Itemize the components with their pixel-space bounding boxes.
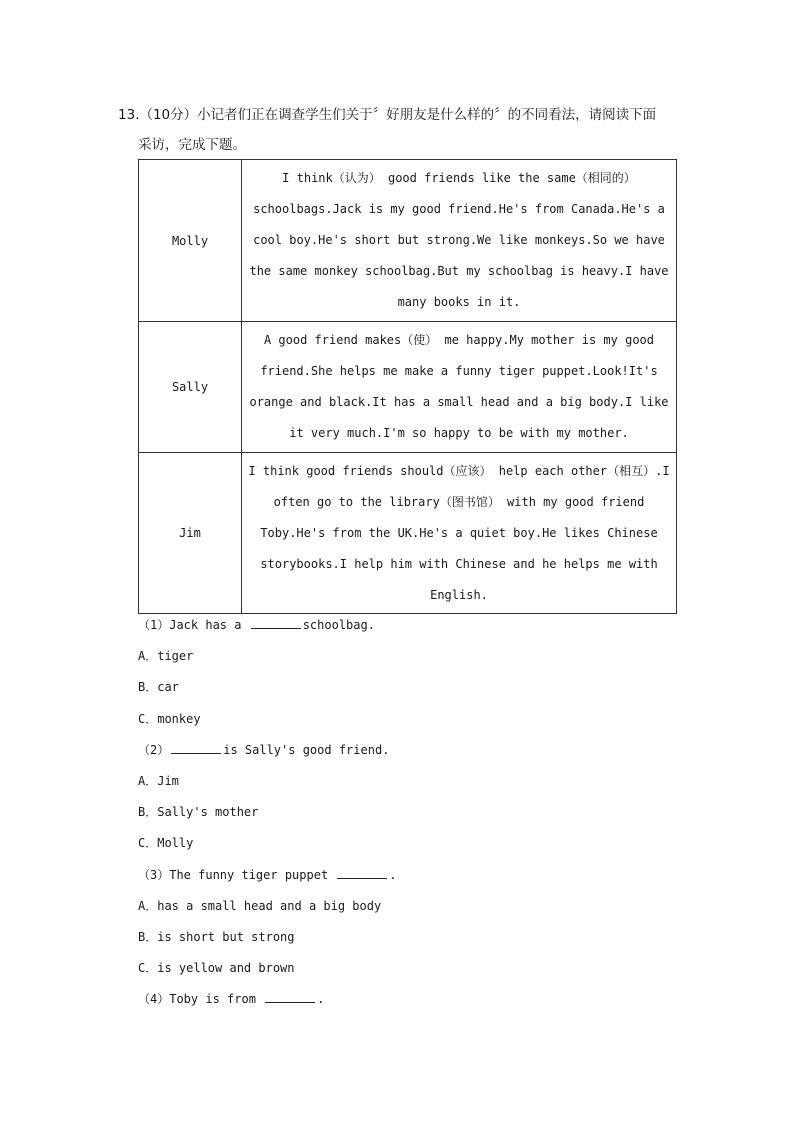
question-text: （2） <box>138 742 170 757</box>
answer-blank[interactable] <box>337 866 387 879</box>
question-text: （4）Toby is from <box>138 992 264 1007</box>
answer-blank[interactable] <box>265 990 315 1003</box>
option-c[interactable]: C．is yellow and brown <box>138 961 295 976</box>
option-b[interactable]: B．Sally's mother <box>138 805 259 820</box>
option-b[interactable]: B．is short but strong <box>138 929 295 944</box>
question-text-suffix: is Sally's good friend. <box>223 742 390 757</box>
answer-blank[interactable] <box>171 741 221 754</box>
student-name: Molly <box>139 160 242 322</box>
table-row <box>139 322 677 453</box>
sub-question-1 <box>138 610 698 641</box>
question-text: （1）Jack has a <box>138 618 249 632</box>
answer-blank[interactable] <box>251 616 301 629</box>
question-header-line1: 13.（10分）小记者们正在调查学生们关于〞好朋友是什么样的〞的不同看法，请阅读下面 <box>118 107 657 123</box>
question-text-suffix: schoolbag. <box>302 618 375 632</box>
interview-table <box>138 159 677 614</box>
option-b[interactable]: B．car <box>138 680 179 695</box>
question-header-line2: 采访，完成下题。 <box>138 137 246 153</box>
sub-questions <box>138 610 698 1015</box>
question-text-suffix: . <box>317 992 325 1007</box>
sub-question-3 <box>138 860 698 891</box>
option-a[interactable]: A．tiger <box>138 649 194 664</box>
table-row <box>139 453 677 614</box>
student-answer: A good friend makes（使） me happy.My mother is my good friend.She helps me make a funny tiger puppet.Look!It's orange and black.It has a small head and a big body.I like it very much.I'm so happy to be with my mother. <box>242 322 677 453</box>
sub-question-4 <box>138 984 698 1015</box>
student-name: Sally <box>139 322 242 453</box>
sub-question-2 <box>138 735 698 766</box>
option-a[interactable]: A．has a small head and a big body <box>138 898 382 913</box>
student-name: Jim <box>139 453 242 614</box>
table-row <box>139 160 677 322</box>
question-header <box>118 100 678 160</box>
student-answer: I think good friends should（应该） help each other（相互）.I often go to the library（图书馆） with my good friend Toby.He's from the UK.He's a quiet boy.He likes Chinese storybooks.I help him with Chinese and he helps me with English. <box>242 453 677 614</box>
option-c[interactable]: C．monkey <box>138 711 201 726</box>
option-c[interactable]: C．Molly <box>138 836 194 851</box>
option-a[interactable]: A．Jim <box>138 773 179 788</box>
question-text-suffix: . <box>389 867 397 882</box>
question-text: （3）The funny tiger puppet <box>138 867 336 882</box>
student-answer: I think（认为） good friends like the same（相同的） schoolbags.Jack is my good friend.He's from Canada.He's a cool boy.He's short but strong.We like monkeys.So we have the same monkey schoolbag.But my schoolbag is heavy.I have many books in it. <box>242 160 677 322</box>
